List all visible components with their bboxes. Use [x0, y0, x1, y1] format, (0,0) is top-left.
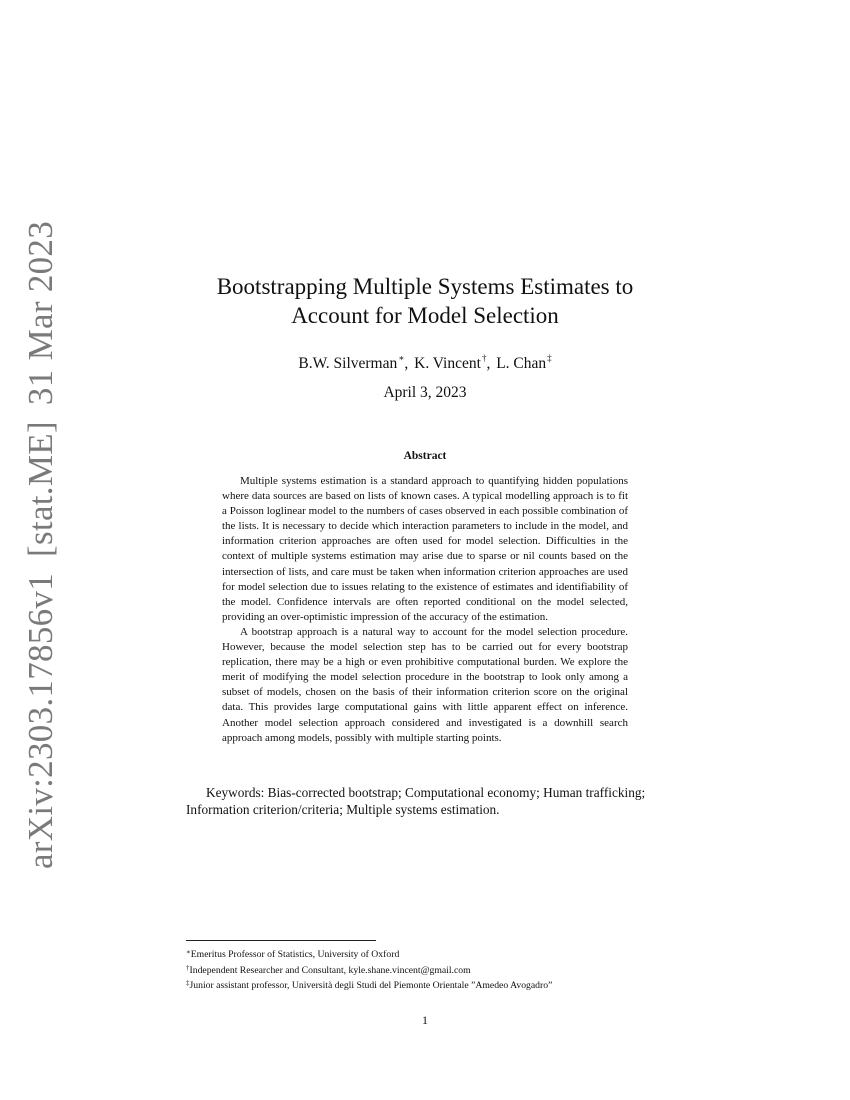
abstract-body: [222, 474, 628, 746]
footnote: [186, 962, 664, 978]
author-footnote-mark: †: [481, 353, 487, 363]
footnote-text: Independent Researcher and Consultant, kyle.shane.vincent@gmail.com: [189, 964, 471, 976]
footnote-divider: [186, 940, 376, 941]
author-list: B.W. Silverman∗, K. Vincent†, L. Chan‡: [298, 353, 552, 372]
footnote: [186, 977, 664, 993]
arxiv-stamp: [21, 221, 61, 869]
footnote-mark: †: [186, 963, 190, 972]
title-line-2: Account for Model Selection: [291, 303, 559, 328]
abstract-paragraph-2: A bootstrap approach is a natural way to account for the model selection procedure. However, because the model selection step has to be carried out for every bootstrap replication, there may be a high or even prohibitive computational burden. We explore the merit of modifying the model selection procedure in the bootstrap to look only among a subset of models, chosen on the basis of their information criterion score on the original data. This provides large computational gains with little apparent effect on inference. Another model selection approach considered and investigated is a downhill search approach among models, possibly with multiple starting points.: [222, 625, 628, 744]
author-name: L. Chan: [496, 355, 547, 372]
footnote-mark: ∗: [186, 948, 191, 956]
author-name: B.W. Silverman: [298, 355, 398, 372]
footnote: [186, 946, 664, 962]
footnote-text: Junior assistant professor, Università degli Studi del Piemonte Orientale ”Amedeo Avogadro”: [189, 980, 553, 991]
keywords-text: Keywords: Bias-corrected bootstrap; Computational economy; Human trafficking; Information criterion/criteria; Multiple systems estimation.: [186, 785, 646, 817]
footnote-text: Emeritus Professor of Statistics, University of Oxford: [190, 949, 400, 960]
page-number: 1: [422, 1013, 428, 1027]
keywords: [186, 785, 664, 818]
paper-title: [150, 272, 700, 330]
footnote-mark: ‡: [186, 979, 190, 987]
author-name: K. Vincent: [414, 355, 481, 372]
author-footnote-mark: ∗: [398, 353, 405, 363]
arxiv-date: 31 Mar 2023: [21, 220, 60, 406]
paper-date: April 3, 2023: [383, 384, 467, 401]
title-line-1: Bootstrapping Multiple Systems Estimates to: [216, 274, 634, 299]
abstract-paragraph-1: Multiple systems estimation is a standard approach to quantifying hidden populations where data sources are based on lists of known cases. A typical modelling approach is to fit a Poisson loglinear model to the numbers of cases observed in each possible combination of the lists. It is necessary to decide which interaction parameters to include in the model, and information criterion approaches are often used for model selection. Difficulties in the context of multiple systems estimation may arise due to sparse or nil counts based on the intersection of lists, and care must be taken when information criterion approaches are used for model selection due to issues relating to the existence of estimates and identifiability of the model. Confidence intervals are often reported conditional on the model selected, providing an over-optimistic impression of the accuracy of the estimation.: [222, 475, 628, 623]
footnotes: [186, 946, 664, 993]
abstract-heading: Abstract: [403, 450, 447, 462]
author-footnote-mark: ‡: [547, 353, 552, 363]
arxiv-category: [stat.ME]: [21, 421, 60, 557]
arxiv-id: arXiv:2303.17856v1: [21, 572, 60, 870]
